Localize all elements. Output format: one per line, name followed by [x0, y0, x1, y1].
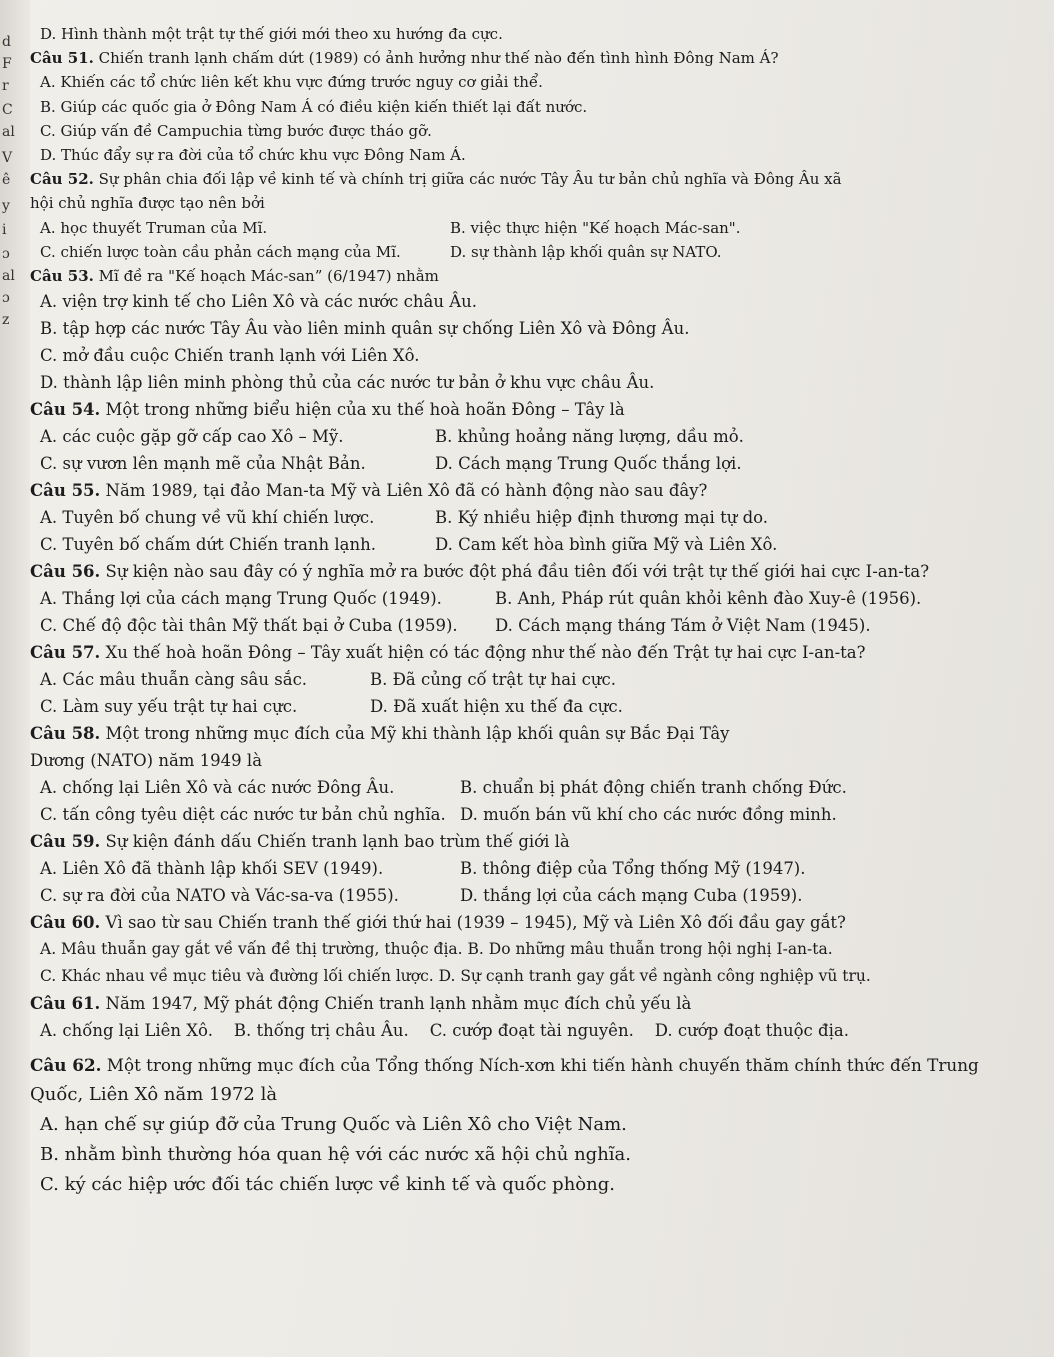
- question-line: Câu 54. Một trong những biểu hiện của xu thế hoà hoãn Đông – Tây là: [30, 400, 625, 420]
- question-line: Câu 62. Một trong những mục đích của Tổng thống Ních-xơn khi tiến hành chuyến thăm chính thức đến Trung: [30, 1055, 979, 1076]
- question-line: Câu 51. Chiến tranh lạnh chấm dứt (1989) có ảnh hưởng như thế nào đến tình hình Đông Nam Á?: [30, 49, 779, 68]
- answer-line: A. Khiến các tổ chức liên kết khu vực đứng trước nguy cơ giải thể.: [40, 73, 543, 92]
- question-line: Câu 61. Năm 1947, Mỹ phát động Chiến tranh lạnh nhằm mục đích chủ yếu là: [30, 994, 692, 1014]
- question-line: Câu 57. Xu thế hoà hoãn Đông – Tây xuất hiện có tác động như thế nào đến Trật tự hai cực I-an-ta?: [30, 643, 866, 663]
- answer-line: D. Hình thành một trật tự thế giới mới theo xu hướng đa cực.: [40, 25, 503, 43]
- question-line: Câu 53. Mĩ đề ra "Kế hoạch Mác-san” (6/1947) nhằm: [30, 266, 439, 285]
- gutter-char: C: [2, 102, 13, 118]
- gutter-char: al: [2, 124, 15, 140]
- gutter-char: ê: [2, 172, 11, 188]
- answer-line: B. nhằm bình thường hóa quan hệ với các nước xã hội chủ nghĩa.: [40, 1144, 632, 1166]
- left-margin-gutter: [0, 0, 30, 1357]
- answer-line: A. Liên Xô đã thành lập khối SEV (1949). B. thông điệp của Tổng thống Mỹ (1947).: [40, 859, 806, 879]
- answer-line: C. mở đầu cuộc Chiến tranh lạnh với Liên Xô.: [40, 346, 420, 366]
- exam-text: [30, 22, 1040, 1200]
- question-line: Câu 55. Năm 1989, tại đảo Man-ta Mỹ và Liên Xô đã có hành động nào sau đây?: [30, 481, 708, 501]
- answer-line: C. Giúp vấn đề Campuchia từng bước được tháo gỡ.: [40, 121, 432, 140]
- answer-line: A. chống lại Liên Xô và các nước Đông Âu. B. chuẩn bị phát động chiến tranh chống Đức.: [40, 778, 847, 798]
- gutter-char: r: [2, 78, 9, 94]
- question-line: hội chủ nghĩa được tạo nên bởi: [30, 194, 265, 213]
- gutter-char: ɔ: [2, 246, 10, 262]
- answer-line: A. học thuyết Truman của Mĩ. B. việc thực hiện "Kế hoạch Mác-san".: [40, 218, 741, 237]
- answer-line: C. Chế độ độc tài thân Mỹ thất bại ở Cuba (1959). D. Cách mạng tháng Tám ở Việt Nam (1945).: [40, 616, 871, 636]
- answer-line: C. Làm suy yếu trật tự hai cực. D. Đã xuất hiện xu thế đa cực.: [40, 697, 623, 717]
- answer-line: D. thành lập liên minh phòng thủ của các nước tư bản ở khu vực châu Âu.: [40, 373, 655, 393]
- answer-line: C. chiến lược toàn cầu phản cách mạng của Mĩ. D. sự thành lập khối quân sự NATO.: [40, 242, 722, 261]
- answer-line: A. Tuyên bố chung về vũ khí chiến lược. B. Ký nhiều hiệp định thương mại tự do.: [40, 508, 769, 528]
- gutter-char: z: [2, 312, 10, 328]
- answer-line: C. tấn công tyêu diệt các nước tư bản chủ nghĩa. D. muốn bán vũ khí cho các nước đồng minh.: [40, 805, 837, 825]
- answer-line: A. hạn chế sự giúp đỡ của Trung Quốc và Liên Xô cho Việt Nam.: [40, 1114, 627, 1136]
- question-line: Câu 58. Một trong những mục đích của Mỹ khi thành lập khối quân sự Bắc Đại Tây: [30, 724, 730, 744]
- answer-line: A. các cuộc gặp gỡ cấp cao Xô – Mỹ. B. khủng hoảng năng lượng, dầu mỏ.: [40, 427, 744, 447]
- answer-line: C. Khác nhau về mục tiêu và đường lối chiến lược. D. Sự cạnh tranh gay gắt về ngành công nghiệp vũ trụ.: [40, 967, 871, 986]
- question-line: Câu 60. Vì sao từ sau Chiến tranh thế giới thứ hai (1939 – 1945), Mỹ và Liên Xô đối đầu gay gắt?: [30, 913, 846, 933]
- answer-line: B. Giúp các quốc gia ở Đông Nam Á có điều kiện kiến thiết lại đất nước.: [40, 97, 588, 116]
- question-line: Câu 59. Sự kiện đánh dấu Chiến tranh lạnh bao trùm thế giới là: [30, 832, 570, 852]
- answer-line: A. Thắng lợi của cách mạng Trung Quốc (1949). B. Anh, Pháp rút quân khỏi kênh đào Xuy-ê (1956).: [40, 589, 922, 609]
- gutter-char: i: [2, 222, 7, 238]
- question-line: Dương (NATO) năm 1949 là: [30, 751, 263, 771]
- answer-line: C. ký các hiệp ước đối tác chiến lược về kinh tế và quốc phòng.: [40, 1174, 615, 1196]
- question-line: Câu 52. Sự phân chia đối lập về kinh tế và chính trị giữa các nước Tây Âu tư bản chủ nghĩa và Đông Âu xã: [30, 170, 842, 189]
- answer-line: A. viện trợ kinh tế cho Liên Xô và các nước châu Âu.: [40, 292, 477, 312]
- question-line: Quốc, Liên Xô năm 1972 là: [30, 1084, 278, 1106]
- gutter-char: y: [2, 198, 10, 214]
- gutter-char: ɔ: [2, 290, 10, 306]
- gutter-char: V: [2, 150, 13, 166]
- gutter-char: F: [2, 56, 12, 72]
- answer-line: D. Thúc đẩy sự ra đời của tổ chức khu vực Đông Nam Á.: [40, 145, 466, 164]
- answer-line: B. tập hợp các nước Tây Âu vào liên minh quân sự chống Liên Xô và Đông Âu.: [40, 319, 690, 339]
- answer-line: A. Các mâu thuẫn càng sâu sắc. B. Đã củng cố trật tự hai cực.: [40, 670, 616, 690]
- answer-line: C. sự ra đời của NATO và Vác-sa-va (1955). D. thắng lợi của cách mạng Cuba (1959).: [40, 886, 803, 906]
- answer-line: A. chống lại Liên Xô. B. thống trị châu Âu. C. cướp đoạt tài nguyên. D. cướp đoạt thuộc địa.: [40, 1021, 849, 1041]
- answer-line: A. Mâu thuẫn gay gắt về vấn đề thị trường, thuộc địa. B. Do những mâu thuẫn trong hội nghị I-an-ta.: [40, 940, 833, 959]
- answer-line: C. sự vươn lên mạnh mẽ của Nhật Bản. D. Cách mạng Trung Quốc thắng lợi.: [40, 454, 742, 474]
- question-line: Câu 56. Sự kiện nào sau đây có ý nghĩa mở ra bước đột phá đầu tiên đối với trật tự thế giới hai cực I-an-ta?: [30, 562, 930, 582]
- answer-line: C. Tuyên bố chấm dứt Chiến tranh lạnh. D. Cam kết hòa bình giữa Mỹ và Liên Xô.: [40, 535, 778, 555]
- gutter-char: al: [2, 268, 15, 284]
- gutter-char: d: [2, 34, 11, 50]
